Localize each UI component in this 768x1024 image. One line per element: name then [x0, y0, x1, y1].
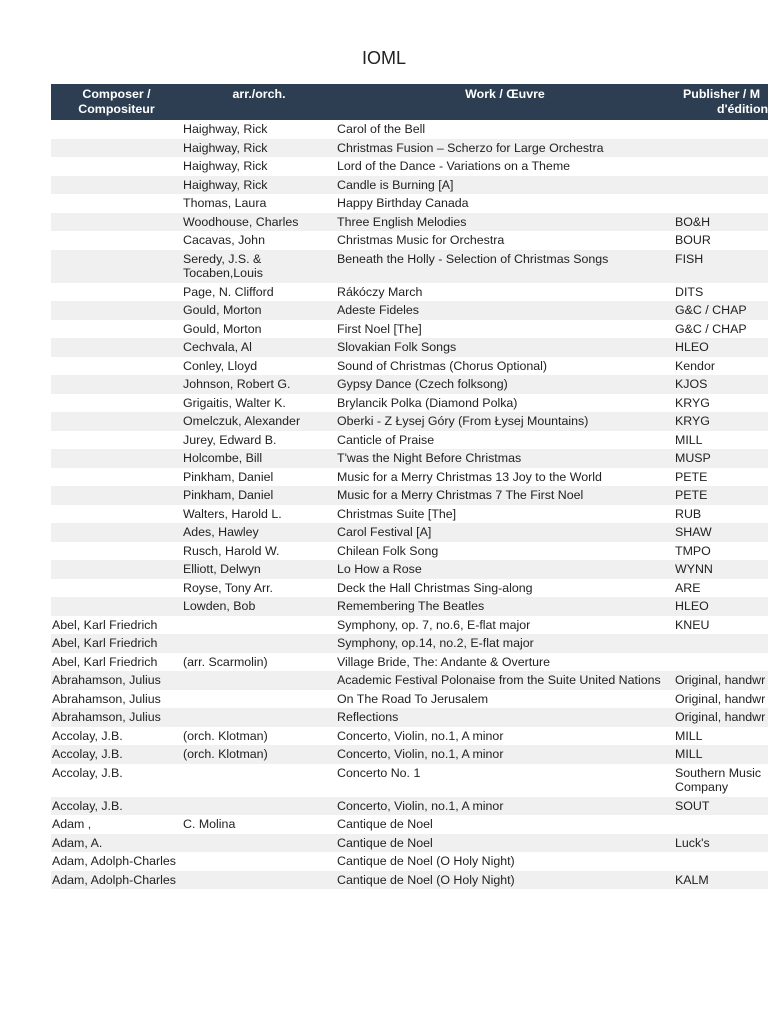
cell-publisher	[674, 852, 768, 871]
table-row	[51, 120, 768, 139]
table-row	[51, 852, 768, 871]
table-row	[51, 616, 768, 635]
table-row	[51, 560, 768, 579]
table-row	[51, 357, 768, 376]
table-row	[51, 449, 768, 468]
column-header-composer-line1: Composer /	[82, 87, 151, 101]
cell-publisher: PETE	[675, 488, 708, 502]
table-row	[51, 431, 768, 450]
column-header-arr: arr./orch.	[232, 87, 286, 101]
table-row	[51, 231, 768, 250]
cell-arr	[182, 797, 336, 816]
cell-composer	[51, 213, 182, 232]
cell-arr: Haighway, Rick	[183, 140, 268, 155]
cell-publisher: G&C / CHAP	[675, 303, 747, 317]
cell-arr: Walters, Harold L.	[183, 506, 282, 521]
cell-composer	[51, 357, 182, 376]
table-row	[51, 468, 768, 487]
catalog-table-container	[51, 84, 768, 889]
cell-composer: Adam, A.	[52, 835, 103, 850]
cell-composer	[51, 320, 182, 339]
cell-publisher: BOUR	[675, 233, 711, 247]
table-row	[51, 797, 768, 816]
table-row	[51, 727, 768, 746]
cell-work: Sound of Christmas (Chorus Optional)	[337, 358, 548, 373]
cell-arr: Gould, Morton	[183, 321, 262, 336]
cell-publisher	[674, 176, 768, 195]
cell-work: Academic Festival Polonaise from the Suite United Nations	[337, 673, 661, 687]
cell-work: On The Road To Jerusalem	[337, 691, 489, 706]
cell-publisher: KNEU	[675, 617, 710, 632]
table-row	[51, 745, 768, 764]
cell-publisher: SOUT	[675, 798, 710, 813]
cell-composer	[51, 449, 182, 468]
table-row	[51, 194, 768, 213]
cell-composer	[51, 579, 182, 598]
cell-publisher: RUB	[675, 506, 702, 521]
cell-arr: Woodhouse, Charles	[183, 214, 299, 229]
cell-arr: Conley, Lloyd	[183, 358, 258, 373]
table-row	[51, 542, 768, 561]
cell-arr: Jurey, Edward B.	[183, 432, 277, 447]
cell-work: Concerto No. 1	[337, 765, 421, 780]
cell-arr: Haighway, Rick	[183, 122, 268, 136]
cell-work: Symphony, op. 7, no.6, E-flat major	[337, 617, 531, 632]
cell-arr: Holcombe, Bill	[183, 451, 263, 465]
cell-work: Cantique de Noel	[337, 835, 433, 850]
table-row	[51, 157, 768, 176]
cell-composer: Abel, Karl Friedrich	[52, 654, 158, 669]
cell-arr	[182, 852, 336, 871]
cell-publisher: MUSP	[675, 451, 711, 465]
column-header-composer	[51, 84, 182, 120]
cell-publisher: Original, handwr	[675, 710, 766, 724]
cell-work: Beneath the Holly - Selection of Christmas Songs	[337, 251, 609, 266]
table-row	[51, 834, 768, 853]
table-row	[51, 486, 768, 505]
cell-composer: Abrahamson, Julius	[52, 673, 161, 687]
cell-composer	[51, 120, 182, 139]
table-row	[51, 394, 768, 413]
cell-publisher: TMPO	[675, 543, 711, 558]
cell-arr	[182, 671, 336, 690]
cell-arr: Grigaitis, Walter K.	[183, 395, 286, 410]
table-row	[51, 597, 768, 616]
table-row	[51, 815, 768, 834]
cell-composer	[51, 375, 182, 394]
cell-publisher: PETE	[675, 469, 708, 484]
cell-work: Brylancik Polka (Diamond Polka)	[337, 395, 518, 410]
column-header-composer-line2: Compositeur	[78, 102, 155, 116]
cell-arr: Johnson, Robert G.	[183, 377, 291, 391]
table-row	[51, 412, 768, 431]
cell-work: Cantique de Noel (O Holy Night)	[337, 854, 515, 868]
cell-composer	[51, 283, 182, 302]
cell-arr	[182, 616, 336, 635]
cell-arr: Page, N. Clifford	[183, 284, 274, 299]
cell-composer	[51, 597, 182, 616]
cell-publisher: DITS	[675, 284, 704, 299]
cell-publisher	[674, 139, 768, 158]
column-header-publisher-line2: d'édition	[717, 102, 768, 116]
cell-arr: Lowden, Bob	[183, 599, 256, 613]
cell-publisher: Southern Music Company	[675, 765, 762, 794]
cell-arr	[182, 834, 336, 853]
cell-work: Remembering The Beatles	[337, 599, 485, 613]
cell-arr: Pinkham, Daniel	[183, 469, 274, 484]
cell-composer: Accolay, J.B.	[52, 765, 123, 780]
cell-work: Christmas Music for Orchestra	[337, 233, 505, 247]
cell-publisher: SHAW	[675, 525, 712, 539]
table-row	[51, 139, 768, 158]
cell-work: Concerto, Violin, no.1, A minor	[337, 798, 504, 813]
cell-composer	[51, 523, 182, 542]
table-body	[51, 120, 768, 889]
cell-work: Canticle of Praise	[337, 432, 435, 447]
column-header-publisher-line1: Publisher / M	[683, 87, 761, 101]
cell-publisher: BO&H	[675, 214, 711, 229]
table-row	[51, 213, 768, 232]
cell-composer: Accolay, J.B.	[52, 728, 123, 743]
cell-arr: Seredy, J.S. & Tocaben,Louis	[183, 251, 263, 280]
cell-work: Symphony, op.14, no.2, E-flat major	[337, 636, 534, 650]
table-row	[51, 690, 768, 709]
cell-work: Lo How a Rose	[337, 562, 422, 576]
cell-work: Concerto, Violin, no.1, A minor	[337, 728, 504, 743]
cell-work: Gypsy Dance (Czech folksong)	[337, 377, 508, 391]
cell-arr	[182, 871, 336, 890]
cell-arr: Haighway, Rick	[183, 159, 268, 173]
cell-arr: Ades, Hawley	[183, 525, 259, 539]
cell-publisher: MILL	[675, 432, 703, 447]
cell-work: Music for a Merry Christmas 7 The First Noel	[337, 488, 584, 502]
cell-publisher: Original, handwr	[675, 691, 766, 706]
table-row	[51, 176, 768, 195]
cell-publisher: HLEO	[675, 340, 709, 354]
cell-publisher: MILL	[675, 747, 703, 761]
cell-work: Cantique de Noel	[337, 817, 433, 831]
table-row	[51, 375, 768, 394]
cell-work: First Noel [The]	[337, 321, 422, 336]
cell-arr: C. Molina	[183, 817, 236, 831]
cell-work: Lord of the Dance - Variations on a Theme	[337, 159, 571, 173]
cell-work: Christmas Fusion – Scherzo for Large Orchestra	[337, 140, 604, 155]
cell-work: Oberki - Z Łysej Góry (From Łysej Mountains)	[337, 414, 589, 428]
table-row	[51, 250, 768, 283]
cell-composer	[51, 250, 182, 283]
cell-work: Deck the Hall Christmas Sing-along	[337, 580, 533, 595]
cell-arr: Pinkham, Daniel	[183, 488, 274, 502]
cell-work: Adeste Fideles	[337, 303, 419, 317]
cell-composer	[51, 505, 182, 524]
table-row	[51, 283, 768, 302]
cell-work: Cantique de Noel (O Holy Night)	[337, 872, 515, 887]
table-row	[51, 338, 768, 357]
table-row	[51, 764, 768, 797]
cell-publisher	[674, 194, 768, 213]
column-header-work: Work / Œuvre	[465, 87, 545, 101]
cell-arr: Cacavas, John	[183, 233, 265, 247]
table-row	[51, 671, 768, 690]
cell-publisher: Luck's	[675, 835, 710, 850]
cell-publisher: ARE	[675, 580, 701, 595]
table-row	[51, 301, 768, 320]
cell-arr: Haighway, Rick	[183, 177, 268, 192]
cell-arr: Cechvala, Al	[183, 340, 252, 354]
cell-composer	[51, 301, 182, 320]
cell-arr	[182, 634, 336, 653]
cell-work: Slovakian Folk Songs	[337, 340, 457, 354]
cell-publisher: G&C / CHAP	[675, 321, 747, 336]
cell-composer: Adam ,	[52, 817, 92, 831]
cell-work: Three English Melodies	[337, 214, 467, 229]
cell-publisher: KRYG	[675, 414, 710, 428]
cell-publisher: FISH	[675, 251, 704, 266]
cell-arr: (orch. Klotman)	[183, 728, 268, 743]
cell-work: Chilean Folk Song	[337, 543, 439, 558]
cell-composer	[51, 157, 182, 176]
cell-arr: (orch. Klotman)	[183, 747, 268, 761]
cell-publisher: KJOS	[675, 377, 708, 391]
cell-work: Rákóczy March	[337, 284, 423, 299]
cell-composer	[51, 338, 182, 357]
cell-work: T'was the Night Before Christmas	[337, 451, 522, 465]
cell-publisher	[674, 815, 768, 834]
cell-composer	[51, 194, 182, 213]
table-row	[51, 523, 768, 542]
cell-work: Village Bride, The: Andante & Overture	[337, 654, 551, 669]
cell-composer	[51, 486, 182, 505]
document-title: IOML	[361, 48, 406, 68]
table-row	[51, 871, 768, 890]
cell-composer	[51, 468, 182, 487]
cell-work: Music for a Merry Christmas 13 Joy to the World	[337, 469, 602, 484]
cell-composer	[51, 231, 182, 250]
cell-publisher: MILL	[675, 728, 703, 743]
cell-arr: Royse, Tony Arr.	[183, 580, 273, 595]
cell-publisher: HLEO	[675, 599, 709, 613]
table-header-row	[51, 84, 768, 120]
cell-composer: Abel, Karl Friedrich	[52, 636, 158, 650]
cell-composer	[51, 542, 182, 561]
cell-composer: Abrahamson, Julius	[52, 710, 161, 724]
cell-publisher	[674, 653, 768, 672]
cell-arr: Gould, Morton	[183, 303, 262, 317]
cell-publisher: KRYG	[675, 395, 710, 410]
cell-work: Christmas Suite [The]	[337, 506, 457, 521]
cell-publisher: WYNN	[675, 562, 713, 576]
column-header-publisher	[674, 84, 768, 120]
cell-arr: Rusch, Harold W.	[183, 543, 280, 558]
cell-arr: Omelczuk, Alexander	[183, 414, 301, 428]
cell-arr	[182, 764, 336, 797]
cell-composer	[51, 560, 182, 579]
catalog-table	[51, 84, 768, 889]
cell-work: Reflections	[337, 710, 399, 724]
cell-publisher: Kendor	[675, 358, 715, 373]
cell-composer: Adam, Adolph-Charles	[52, 854, 176, 868]
cell-composer: Accolay, J.B.	[52, 798, 123, 813]
cell-arr	[182, 690, 336, 709]
cell-publisher	[674, 634, 768, 653]
cell-composer	[51, 431, 182, 450]
cell-publisher: KALM	[675, 872, 709, 887]
cell-arr: Elliott, Delwyn	[183, 562, 261, 576]
table-row	[51, 653, 768, 672]
cell-composer	[51, 139, 182, 158]
cell-work: Carol of the Bell	[337, 122, 426, 136]
cell-composer	[51, 176, 182, 195]
cell-composer: Adam, Adolph-Charles	[52, 872, 176, 887]
cell-arr	[182, 708, 336, 727]
cell-composer	[51, 394, 182, 413]
table-row	[51, 708, 768, 727]
cell-publisher	[674, 120, 768, 139]
table-row	[51, 579, 768, 598]
cell-composer: Abel, Karl Friedrich	[52, 617, 158, 632]
cell-work: Happy Birthday Canada	[337, 196, 469, 210]
cell-composer: Accolay, J.B.	[52, 747, 123, 761]
cell-arr: Thomas, Laura	[183, 196, 267, 210]
cell-work: Carol Festival [A]	[337, 525, 432, 539]
cell-composer	[51, 412, 182, 431]
table-row	[51, 320, 768, 339]
cell-publisher	[674, 157, 768, 176]
cell-work: Candle is Burning [A]	[337, 177, 454, 192]
cell-work: Concerto, Violin, no.1, A minor	[337, 747, 504, 761]
table-row	[51, 505, 768, 524]
cell-arr: (arr. Scarmolin)	[183, 654, 268, 669]
cell-composer: Abrahamson, Julius	[52, 691, 161, 706]
table-row	[51, 634, 768, 653]
cell-publisher: Original, handwr	[675, 673, 766, 687]
